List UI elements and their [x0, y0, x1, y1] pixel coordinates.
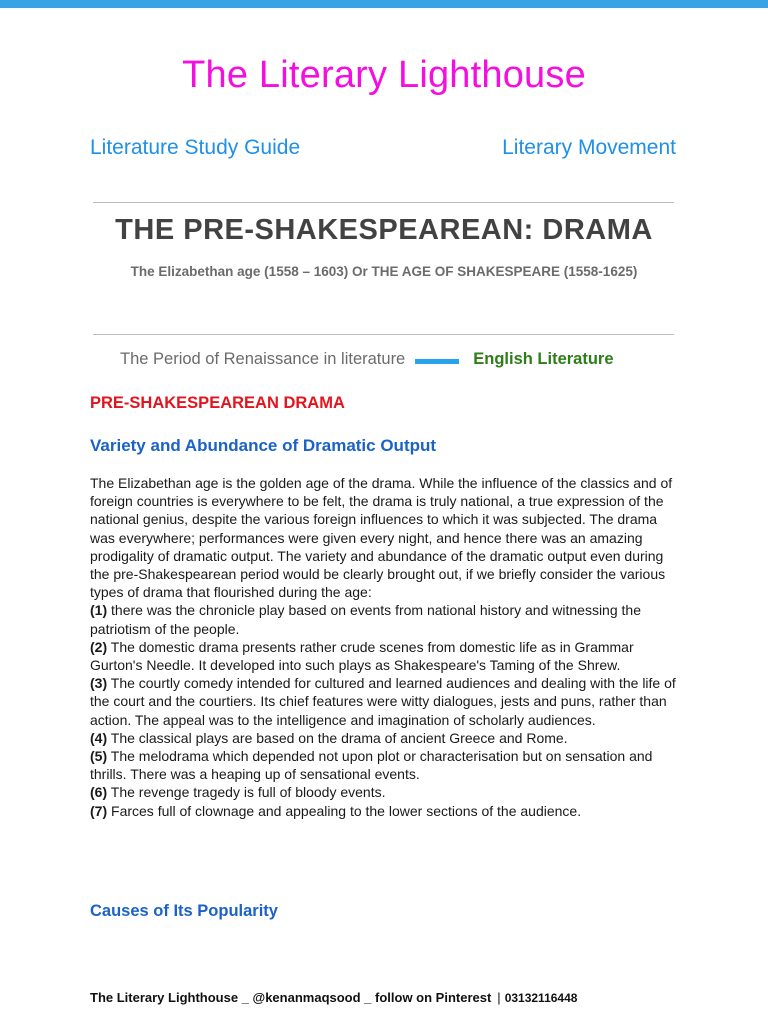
- top-divider: [93, 202, 674, 203]
- study-guide-label: Literature Study Guide: [90, 136, 301, 159]
- top-accent-bar: [0, 0, 768, 8]
- page-subtitle: The Elizabethan age (1558 – 1603) Or THE AGE OF SHAKESPEARE (1558-1625): [130, 264, 638, 279]
- list-text: The classical plays are based on the drama of ancient Greece and Rome.: [107, 729, 568, 746]
- list-item: [90, 674, 682, 729]
- footer: [90, 990, 577, 1005]
- site-title: The Literary Lighthouse: [182, 54, 586, 96]
- period-accent-line: [415, 359, 459, 364]
- period-label: The Period of Renaissance in literature: [120, 350, 406, 368]
- subheading-causes: Causes of Its Popularity: [90, 902, 278, 920]
- footer-text: The Literary Lighthouse _ @kenanmaqsood _ follow on Pinterest: [90, 990, 492, 1005]
- list-number: (5): [90, 748, 108, 765]
- list-item: [90, 802, 682, 820]
- list-text: there was the chronicle play based on events from national history and witnessing the patriotism of the people.: [90, 602, 641, 637]
- footer-phone: 03132116448: [504, 991, 578, 1005]
- list-text: The domestic drama presents rather crude scenes from domestic life as in Grammar Gurton's Needle. It developed into such plays as Shakespeare's Taming of the Shrew.: [90, 638, 634, 674]
- list-item: [90, 729, 682, 747]
- list-item: [90, 601, 682, 637]
- list-number: (1): [90, 602, 108, 619]
- body-text: [90, 474, 682, 820]
- list-number: (2): [90, 638, 108, 655]
- list-item: [90, 783, 682, 801]
- header-row: [90, 136, 676, 160]
- english-literature-label: English Literature: [473, 350, 614, 368]
- list-item: [90, 747, 682, 783]
- footer-separator: |: [497, 990, 501, 1005]
- page-title: THE PRE-SHAKESPEAREAN: DRAMA: [115, 214, 653, 246]
- list-text: The melodrama which depended not upon plot or characterisation but on sensation and thrills. There was a heaping up of sensational events.: [90, 748, 653, 783]
- list-number: (7): [90, 802, 108, 819]
- list-number: (6): [90, 784, 108, 801]
- bottom-divider: [93, 334, 674, 335]
- literary-movement-label: Literary Movement: [502, 136, 676, 159]
- list-item: [90, 638, 682, 674]
- section-heading: PRE-SHAKESPEAREAN DRAMA: [90, 394, 345, 412]
- subheading-variety: Variety and Abundance of Dramatic Output: [90, 436, 437, 455]
- intro-paragraph: The Elizabethan age is the golden age of the drama. While the influence of the classics and of foreign countries is everywhere to be felt, the drama is truly national, a true expression of the national genius, despite the various foreign influences to which it was subjected. The drama was everywhere; performances were given every night, and hence there was an amazing prodigality of dramatic output. The variety and abundance of the dramatic output even during the pre-Shakespearean period would be clearly brought out, if we briefly consider the various types of drama that flourished during the age:: [90, 475, 673, 601]
- list-number: (3): [90, 675, 108, 692]
- list-number: (4): [90, 729, 108, 746]
- list-text: The courtly comedy intended for cultured and learned audiences and dealing with the life of the court and the courtiers. Its chief features were witty dialogues, jests and puns, rather than action. The appeal was to the intelligence and imagination of scholarly audiences.: [90, 675, 676, 728]
- list-text: The revenge tragedy is full of bloody events.: [107, 784, 386, 801]
- period-row: [120, 350, 676, 369]
- list-text: Farces full of clownage and appealing to the lower sections of the audience.: [107, 802, 582, 819]
